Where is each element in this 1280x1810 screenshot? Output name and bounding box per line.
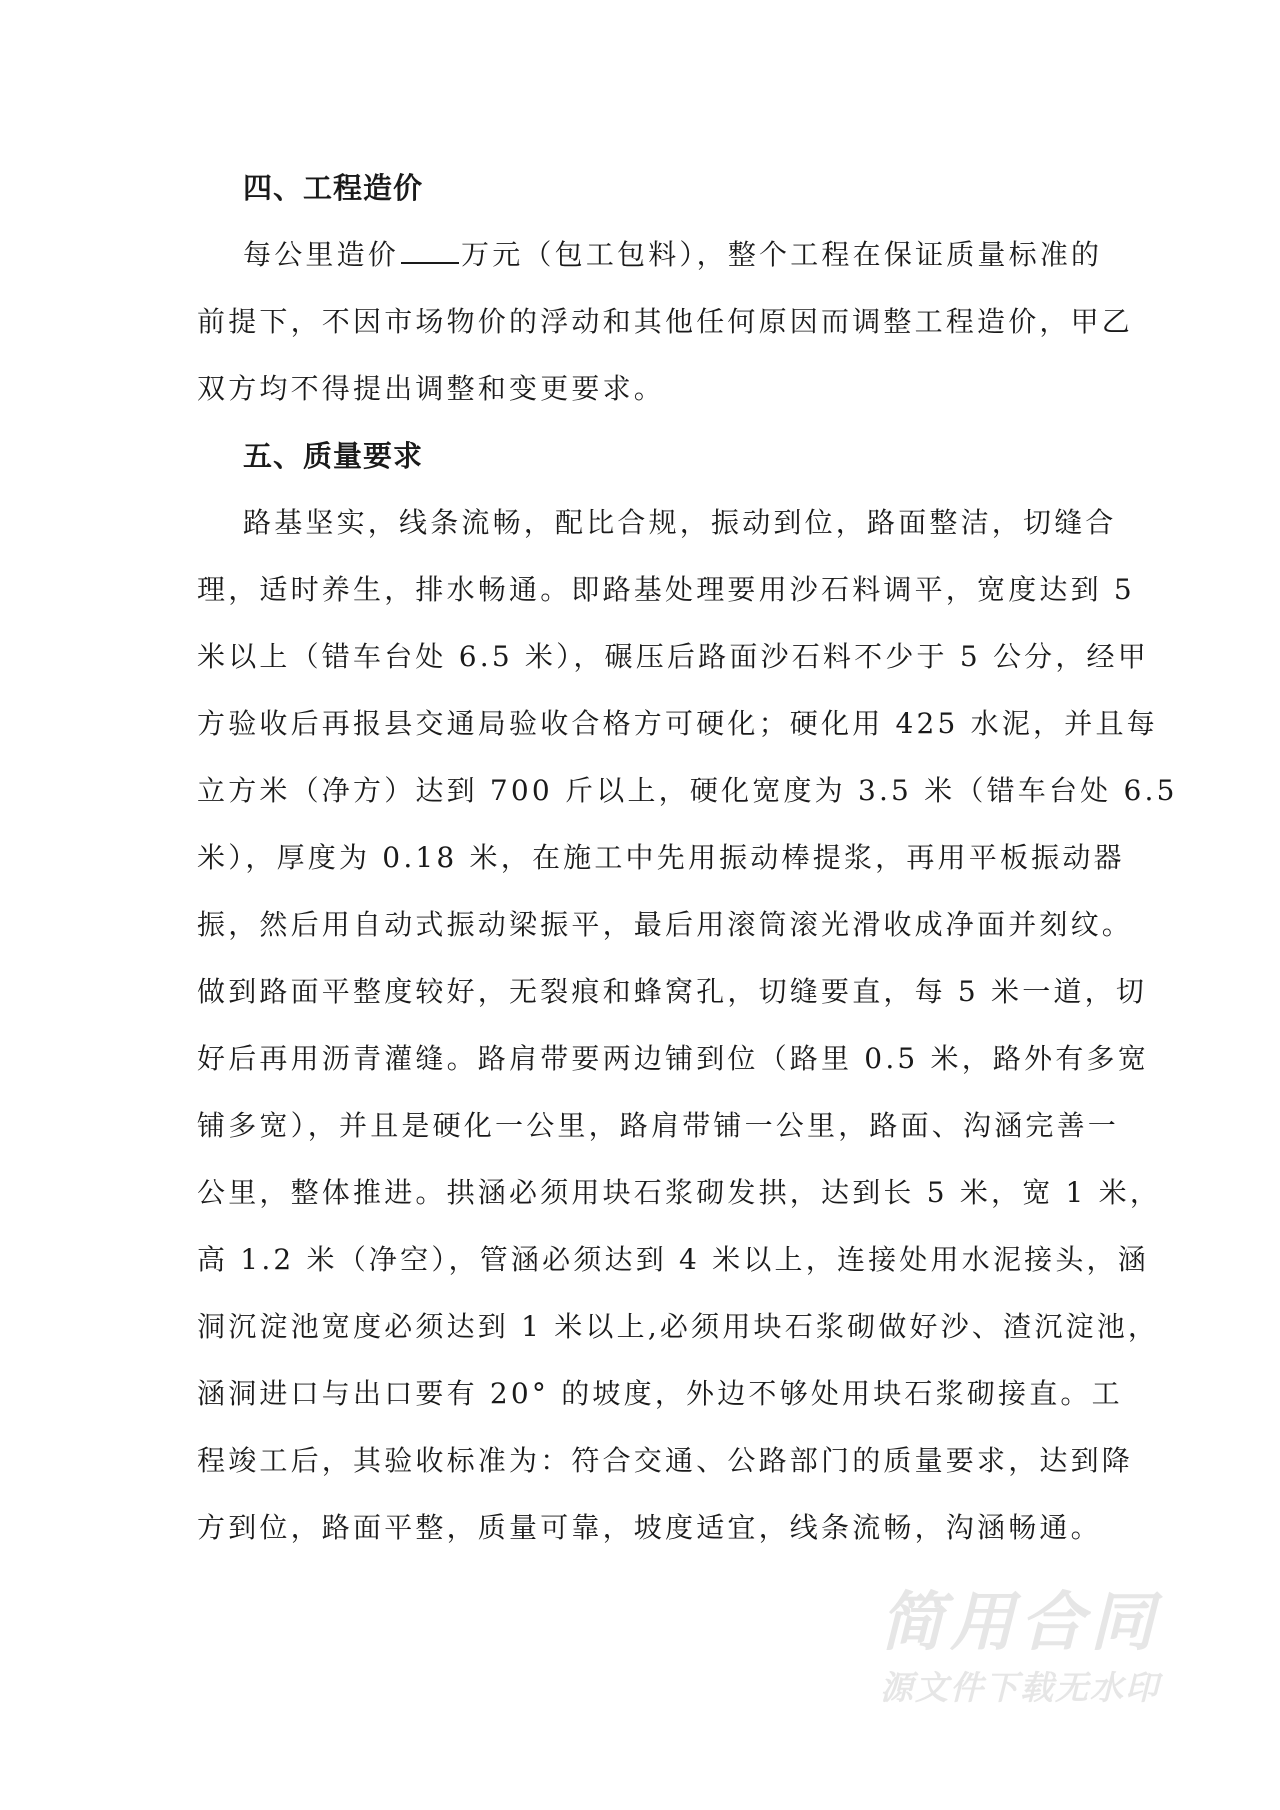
- paragraph-line: 洞沉淀池宽度必须达到 1 米以上,必须用块石浆砌做好沙、渣沉淀池，: [197, 1310, 1160, 1343]
- paragraph-line: 方验收后再报县交通局验收合格方可硬化；硬化用 425 水泥，并且每: [197, 707, 1158, 740]
- paragraph-line: 理，适时养生，排水畅通。即路基处理要用沙石料调平，宽度达到 5: [197, 573, 1135, 606]
- paragraph-line: 铺多宽），并且是硬化一公里，路肩带铺一公里，路面、沟涵完善一: [197, 1109, 1120, 1142]
- watermark-title: 简用合同: [880, 1586, 1160, 1660]
- paragraph-line: 程竣工后，其验收标准为：符合交通、公路部门的质量要求，达到降: [197, 1444, 1134, 1477]
- paragraph-line: 做到路面平整度较好，无裂痕和蜂窝孔，切缝要直，每 5 米一道，切: [197, 975, 1148, 1008]
- paragraph-line: 双方均不得提出调整和变更要求。: [197, 372, 666, 405]
- text-before-blank: 每公里造价: [243, 238, 400, 271]
- document-body: [197, 165, 1178, 1572]
- paragraph-line: [197, 232, 1103, 299]
- paragraph-line: 公里，整体推进。拱涵必须用块石浆砌发拱，达到长 5 米，宽 1 米，: [197, 1176, 1162, 1209]
- price-blank-field: [401, 232, 459, 264]
- paragraph-line: 好后再用沥青灌缝。路肩带要两边铺到位（路里 0.5 米，路外有多宽: [197, 1042, 1149, 1075]
- paragraph-line: 高 1.2 米（净空），管涵必须达到 4 米以上，连接处用水泥接头，涵: [197, 1243, 1149, 1276]
- text-after-blank: 万元（包工包料），整个工程在保证质量标准的: [461, 238, 1103, 271]
- paragraph-line: 米以上（错车台处 6.5 米），碾压后路面沙石料不少于 5 公分，经甲: [197, 640, 1149, 673]
- section-heading-quality: 五、质量要求: [243, 439, 424, 473]
- section-heading-cost: 四、工程造价: [243, 171, 424, 205]
- paragraph-line: 涵洞进口与出口要有 20° 的坡度，外边不够处用块石浆砌接直。工: [197, 1377, 1123, 1410]
- paragraph-line: 路基坚实，线条流畅，配比合规，振动到位，路面整洁，切缝合: [243, 506, 1117, 539]
- paragraph-line: 方到位，路面平整，质量可靠，坡度适宜，线条流畅，沟涵畅通。: [197, 1511, 1102, 1544]
- watermark-subtitle: 源文件下载无水印: [880, 1668, 1160, 1707]
- paragraph-line: 振，然后用自动式振动梁振平，最后用滚筒滚光滑收成净面并刻纹。: [197, 908, 1134, 941]
- paragraph-line: 立方米（净方）达到 700 斤以上，硬化宽度为 3.5 米（错车台处 6.5: [197, 774, 1178, 807]
- watermark: [880, 1588, 1190, 1708]
- paragraph-line: 米），厚度为 0.18 米，在施工中先用振动棒提浆，再用平板振动器: [197, 841, 1125, 874]
- paragraph-line: 前提下，不因市场物价的浮动和其他任何原因而调整工程造价，甲乙: [197, 305, 1134, 338]
